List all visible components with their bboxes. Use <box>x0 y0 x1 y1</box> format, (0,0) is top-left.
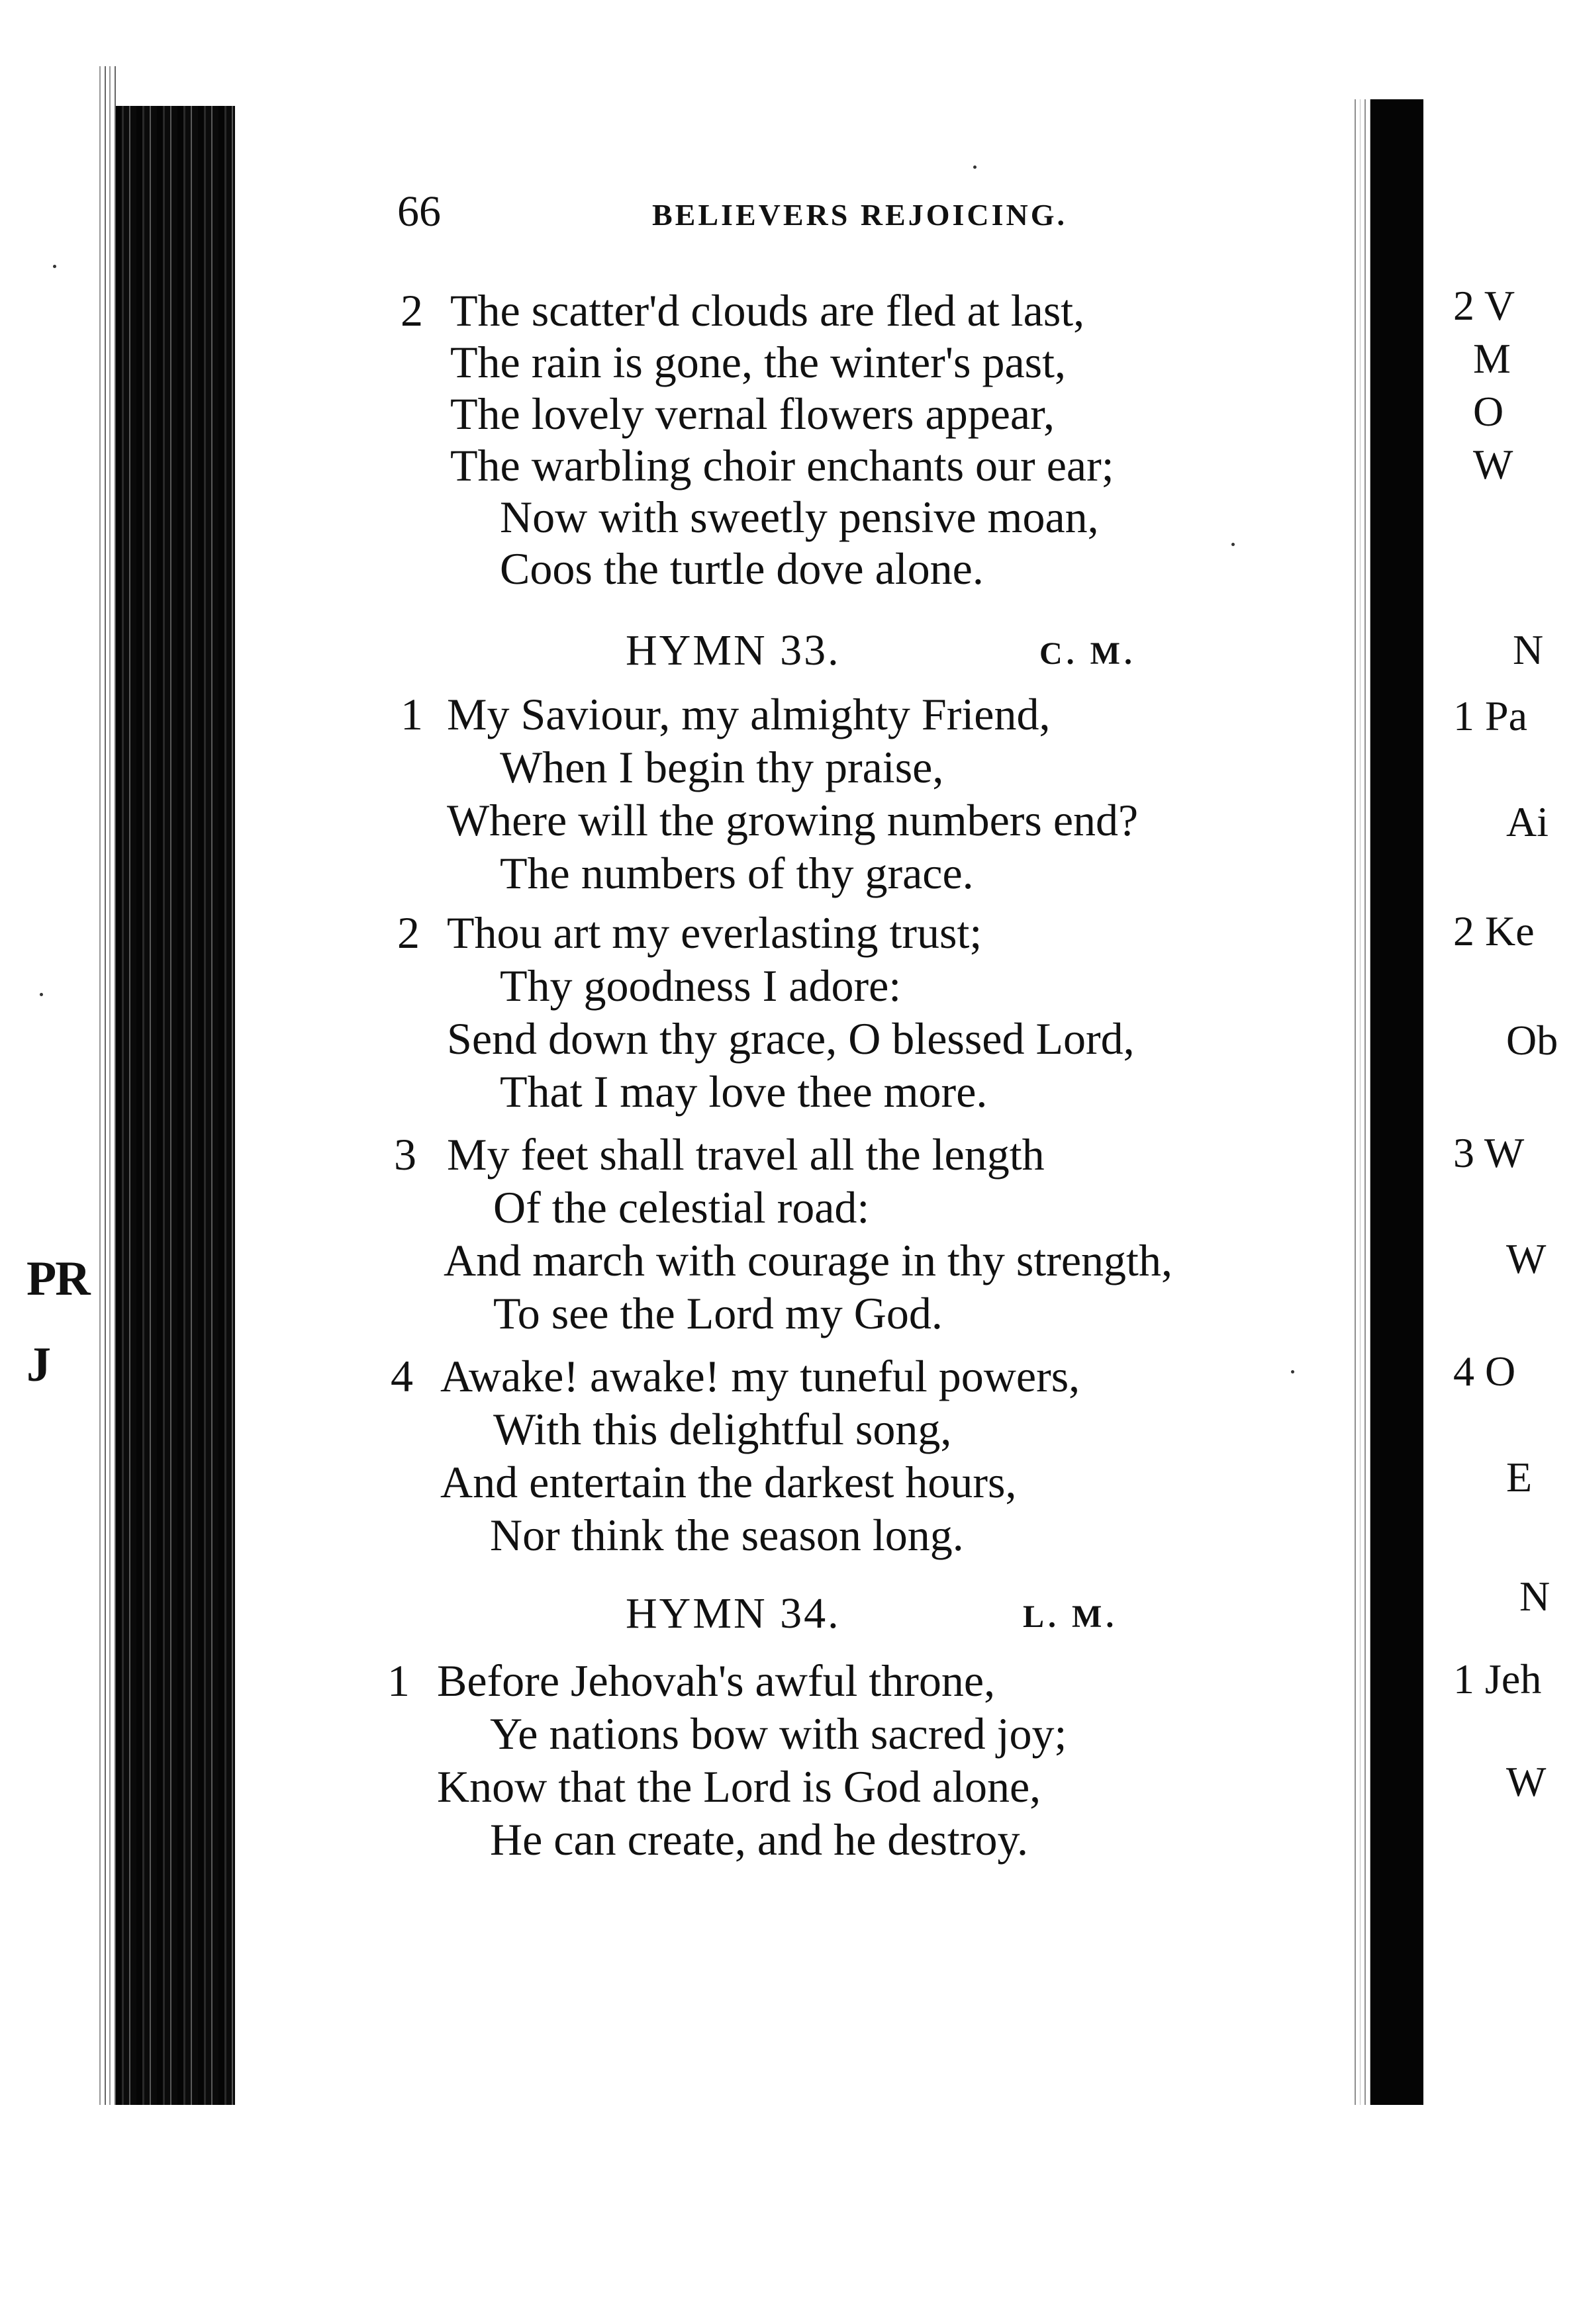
verse-line: Where will the growing numbers end? <box>447 795 1139 845</box>
verse-line: Of the celestial road: <box>493 1182 870 1232</box>
verse-line: The numbers of thy grace. <box>500 848 974 898</box>
verse-line: Send down thy grace, O blessed Lord, <box>447 1013 1135 1064</box>
verse-line: Now with sweetly pensive moan, <box>500 492 1099 542</box>
running-title: BELIEVERS REJOICING. <box>652 198 1068 232</box>
right-page-fragment: M <box>1473 338 1511 380</box>
stanza-number: 1 <box>387 1655 410 1706</box>
left-page-fragment: PR <box>26 1252 89 1306</box>
right-page-fragment: 1 Jeh <box>1453 1658 1542 1700</box>
verse-line: The warbling choir enchants our ear; <box>450 440 1114 490</box>
right-page-fragment: 3 W <box>1453 1132 1525 1174</box>
left-page-fragment: J <box>26 1338 50 1392</box>
stanza-number: 2 <box>401 285 423 336</box>
right-page-fragment: W <box>1506 1761 1547 1803</box>
verse-line: Know that the Lord is God alone, <box>437 1761 1041 1812</box>
verse-line: And march with courage in thy strength, <box>444 1235 1172 1285</box>
right-page-fragment: Ai <box>1506 801 1549 843</box>
hymn-meter: C. M. <box>1039 636 1136 671</box>
verse-line: The scatter'd clouds are fled at last, <box>450 285 1085 336</box>
right-page-fragment: 4 O <box>1453 1350 1516 1393</box>
right-page-fragment: 2 Ke <box>1453 910 1535 953</box>
verse-line: That I may love thee more. <box>500 1066 988 1117</box>
verse-line: To see the Lord my God. <box>493 1288 943 1338</box>
verse-line: Awake! awake! my tuneful powers, <box>440 1351 1080 1401</box>
stanza-number: 2 <box>397 907 420 958</box>
verse-line: Before Jehovah's awful throne, <box>437 1655 996 1706</box>
verse-line: The lovely vernal flowers appear, <box>450 389 1055 439</box>
verse-line: He can create, and he destroy. <box>490 1814 1029 1865</box>
page-number: 66 <box>397 187 441 236</box>
verse-line: The rain is gone, the winter's past, <box>450 337 1067 387</box>
verse-line: Nor think the season long. <box>490 1510 964 1560</box>
verse-line: My Saviour, my almighty Friend, <box>447 689 1051 739</box>
verse-line: When I begin thy praise, <box>500 742 944 792</box>
stanza-number: 4 <box>391 1351 413 1401</box>
hymn-title: HYMN 34. <box>626 1589 841 1638</box>
verse-line: Ye nations bow with sacred joy; <box>490 1708 1067 1759</box>
stanza-number: 3 <box>394 1129 416 1180</box>
right-page-fragment: W <box>1506 1238 1547 1280</box>
hymn-meter: L. M. <box>1023 1599 1118 1634</box>
right-page-fragment: E <box>1506 1456 1533 1499</box>
right-page-fragment: N <box>1519 1575 1551 1618</box>
right-page-fragment: W <box>1473 443 1513 486</box>
hymn-title: HYMN 33. <box>626 626 841 674</box>
verse-line: Coos the turtle dove alone. <box>500 543 984 594</box>
verse-line: Thy goodness I adore: <box>500 960 902 1011</box>
verse-line: My feet shall travel all the length <box>447 1129 1045 1180</box>
right-page-fragment: 1 Pa <box>1453 695 1527 737</box>
right-page-fragment: O <box>1473 391 1504 433</box>
verse-line: With this delightful song, <box>493 1404 952 1454</box>
verse-line: And entertain the darkest hours, <box>440 1457 1017 1507</box>
verse-line: Thou art my everlasting trust; <box>447 907 982 958</box>
right-page-fragment: N <box>1513 629 1544 671</box>
right-page-fragment: Ob <box>1506 1019 1558 1062</box>
right-page-fragment: 2 V <box>1453 285 1515 327</box>
stanza-number: 1 <box>401 689 423 739</box>
